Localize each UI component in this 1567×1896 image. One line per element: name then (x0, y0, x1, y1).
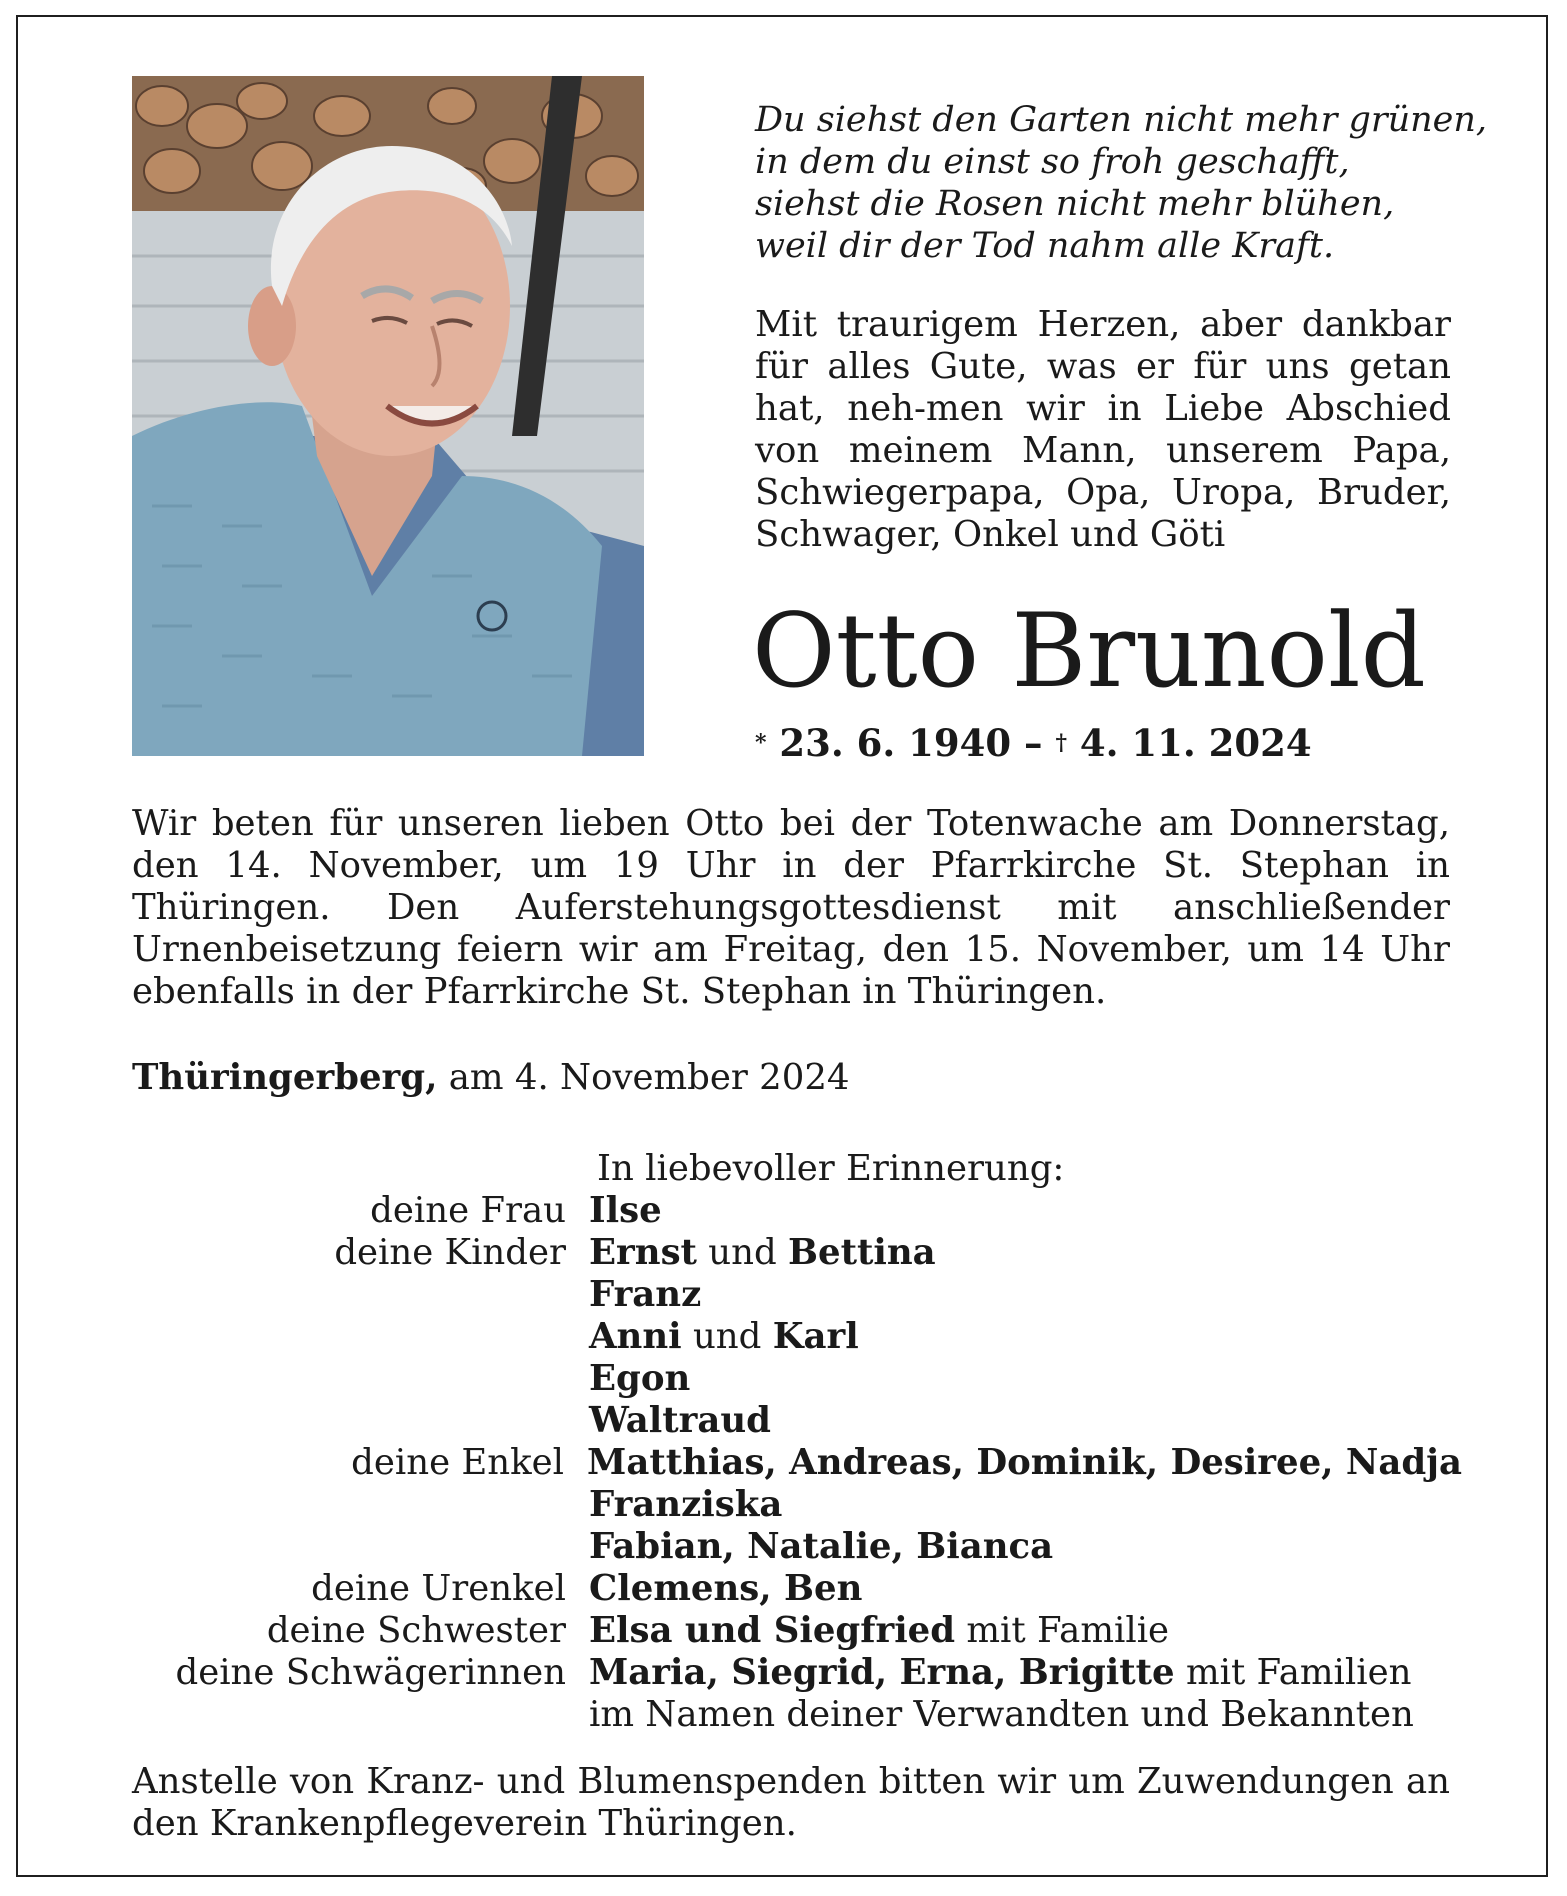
birth-symbol: * (755, 730, 767, 756)
poem-line: weil dir der Tod nahm alle Kraft. (755, 226, 1335, 266)
family-name: Karl (772, 1316, 859, 1357)
family-name: Franz (589, 1274, 702, 1315)
family-row (132, 1316, 1462, 1358)
family-row (132, 1274, 1462, 1316)
life-dates (755, 721, 1312, 771)
family-name: Waltraud (589, 1400, 772, 1441)
obituary-notice (16, 15, 1548, 1877)
family-names (587, 1442, 1462, 1484)
family-relation: deine Schwester (266, 1610, 566, 1651)
family-name: Matthias, Andreas, Dominik, Desiree, Nadja (587, 1442, 1462, 1483)
death-symbol: † (1055, 730, 1067, 756)
family-relation: deine Urenkel (311, 1568, 566, 1609)
family-names (589, 1232, 1462, 1274)
family-name: Franziska (589, 1484, 783, 1525)
family-relation (132, 1526, 589, 1568)
family-name: Ilse (589, 1190, 662, 1231)
family-row (132, 1694, 1462, 1736)
family-row (132, 1484, 1462, 1526)
family-list (132, 1190, 1462, 1736)
family-names (589, 1190, 1462, 1232)
family-name: Anni (589, 1316, 682, 1357)
date-separator: – (1024, 721, 1043, 765)
family-names (589, 1652, 1462, 1694)
family-row (132, 1568, 1462, 1610)
death-date: 4. 11. 2024 (1079, 721, 1312, 765)
family-names (589, 1274, 1462, 1316)
portrait-image (132, 76, 644, 756)
family-relation (132, 1316, 589, 1358)
poem-line: in dem du einst so froh geschafft, (755, 142, 1350, 182)
family-connector: im Namen deiner Verwandten und Bekannten (589, 1694, 1414, 1735)
poem-line: siehst die Rosen nicht mehr blühen, (755, 184, 1395, 224)
family-names (589, 1484, 1462, 1526)
date: am 4. November 2024 (448, 1057, 850, 1098)
family-connector: und (681, 1316, 773, 1357)
place: Thüringerberg, (132, 1057, 438, 1098)
family-names (589, 1316, 1462, 1358)
family-names (589, 1526, 1462, 1568)
place-and-date (132, 1057, 850, 1099)
family-relation: deine Schwägerinnen (175, 1652, 566, 1693)
family-connector: mit Familien (1174, 1652, 1412, 1693)
family-row (132, 1400, 1462, 1442)
family-names (589, 1358, 1462, 1400)
family-names (589, 1400, 1462, 1442)
family-row (132, 1652, 1462, 1694)
family-row (132, 1442, 1462, 1484)
family-name: Ernst (589, 1232, 697, 1273)
memory-heading: In liebevoller Erinnerung: (597, 1148, 1065, 1189)
family-row (132, 1526, 1462, 1568)
family-row (132, 1610, 1462, 1652)
family-relation: deine Frau (370, 1190, 566, 1231)
family-relation (132, 1274, 589, 1316)
closing-paragraph: Anstelle von Kranz- und Blumenspenden bitten wir um Zuwendungen an den Krankenpflegeverein Thüringen. (132, 1761, 1450, 1844)
family-name: Clemens, Ben (589, 1568, 863, 1609)
family-relation (132, 1484, 589, 1526)
family-connector: mit Familie (955, 1610, 1170, 1651)
family-relation (132, 1358, 589, 1400)
poem-line: Du siehst den Garten nicht mehr grünen, (755, 100, 1488, 140)
deceased-name: Otto Brunold (752, 592, 1426, 711)
family-row (132, 1358, 1462, 1400)
family-connector: und (696, 1232, 788, 1273)
family-name: Maria, Siegrid, Erna, Brigitte (589, 1652, 1175, 1693)
family-name: Egon (589, 1358, 691, 1399)
family-relation: deine Kinder (334, 1232, 566, 1273)
family-row (132, 1190, 1462, 1232)
family-row (132, 1232, 1462, 1274)
family-relation (132, 1694, 589, 1736)
family-relation (132, 1400, 589, 1442)
portrait-photo (132, 76, 644, 756)
family-names (589, 1610, 1462, 1652)
poem (755, 99, 1488, 267)
family-relation: deine Enkel (351, 1442, 565, 1483)
family-names (589, 1694, 1462, 1736)
family-name: Fabian, Natalie, Bianca (589, 1526, 1054, 1567)
intro-paragraph: Mit traurigem Herzen, aber dankbar für alles Gute, was er für uns getan hat, neh-men wir in Liebe Abschied von meinem Mann, unserem Papa, Schwiegerpapa, Opa, Uropa, Bruder, Schwager, Onkel und Göti (755, 304, 1451, 555)
birth-date: 23. 6. 1940 (779, 721, 1012, 765)
family-names (589, 1568, 1462, 1610)
family-name: Elsa und Siegfried (589, 1610, 956, 1651)
family-name: Bettina (788, 1232, 936, 1273)
service-paragraph: Wir beten für unseren lieben Otto bei der Totenwache am Donnerstag, den 14. November, um 19 Uhr in der Pfarrkirche St. Stephan in Thüringen. Den Auferstehungsgottesdienst mit anschließender Urnenbeisetzung feiern wir am Freitag, den 15. November, um 14 Uhr ebenfalls in der Pfarrkirche St. Stephan in Thüringen. (132, 803, 1450, 1012)
